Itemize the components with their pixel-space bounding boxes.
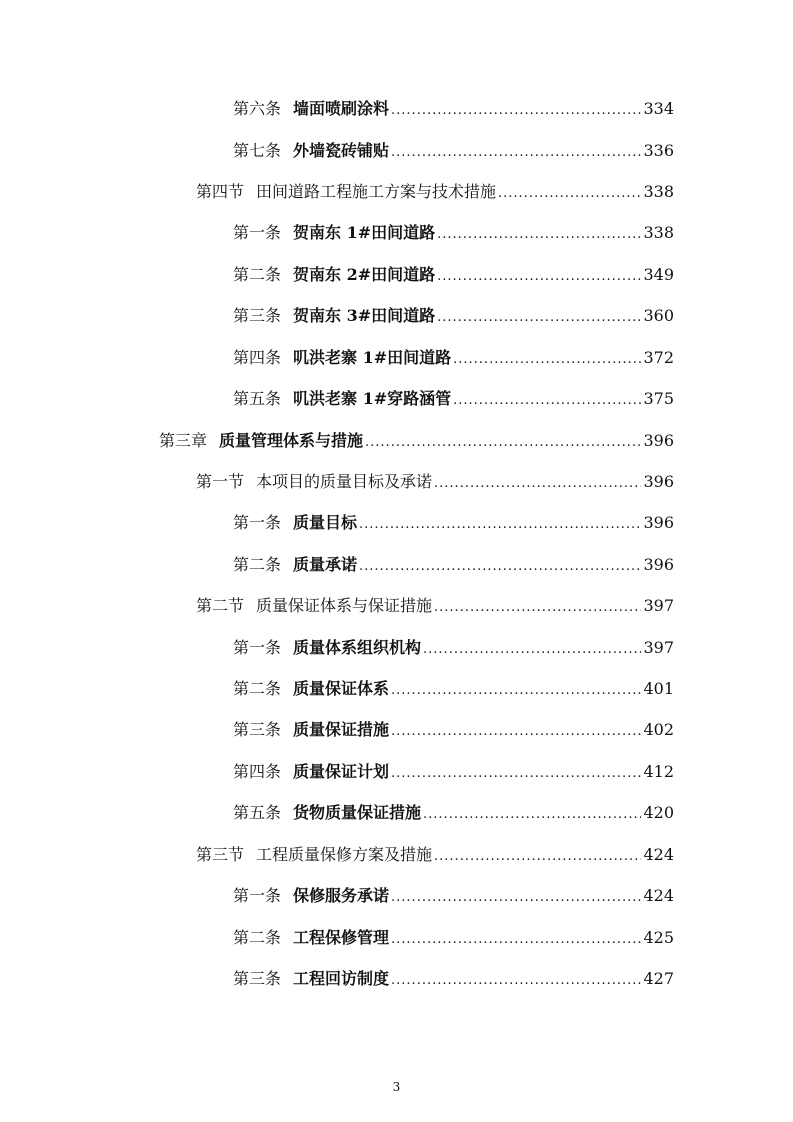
toc-leader-dots	[391, 679, 641, 703]
toc-entry-title: 质量目标	[293, 513, 358, 532]
toc-entry[interactable]	[233, 677, 674, 701]
toc-leader-dots	[423, 638, 641, 662]
toc-entry[interactable]	[159, 429, 674, 453]
toc-entry-title: 本项目的质量目标及承诺	[256, 472, 433, 491]
toc-entry-title: 质量体系组织机构	[293, 638, 422, 657]
toc-entry[interactable]	[233, 636, 674, 660]
toc-entry-number: 第三节	[196, 845, 245, 864]
toc-leader-dots	[391, 141, 641, 165]
toc-entry-number: 第五条	[233, 803, 282, 822]
toc-entry-page: 401	[643, 679, 674, 698]
page-number: 3	[392, 1080, 401, 1094]
toc-leader-dots	[359, 513, 641, 537]
toc-entry-page: 360	[643, 306, 674, 325]
toc-entry-page: 338	[643, 182, 674, 201]
toc-entry[interactable]	[233, 967, 674, 991]
toc-entry-number: 第六条	[233, 99, 282, 118]
toc-entry-number: 第二节	[196, 596, 245, 615]
toc-entry-title: 质量保证体系与保证措施	[256, 596, 433, 615]
toc-entry-page: 372	[643, 348, 674, 367]
toc-entry-title: 墙面喷刷涂料	[293, 99, 390, 118]
toc-entry[interactable]	[233, 97, 674, 121]
toc-leader-dots	[391, 928, 641, 952]
toc-entry-title: 工程回访制度	[293, 969, 390, 988]
toc-entry-title: 工程质量保修方案及措施	[256, 845, 433, 864]
toc-entry[interactable]	[196, 470, 674, 494]
toc-entry[interactable]	[233, 304, 674, 328]
toc-entry-number: 第四节	[196, 182, 245, 201]
toc-entry-number: 第五条	[233, 389, 282, 408]
toc-entry-page: 425	[643, 928, 674, 947]
toc-entry-number: 第七条	[233, 141, 282, 160]
toc-entry-title: 质量管理体系与措施	[219, 431, 364, 450]
toc-entry-page: 334	[643, 99, 674, 118]
toc-leader-dots	[391, 969, 641, 993]
toc-entry-page: 396	[643, 431, 674, 450]
toc-entry[interactable]	[233, 346, 674, 370]
toc-leader-dots	[498, 182, 641, 206]
toc-entry-number: 第二条	[233, 555, 282, 574]
toc-entry[interactable]	[233, 760, 674, 784]
toc-entry[interactable]	[196, 843, 674, 867]
toc-entry-title: 贺南东 1#田间道路	[293, 223, 436, 242]
toc-leader-dots	[437, 265, 641, 289]
toc-leader-dots	[391, 99, 641, 123]
toc-entry-page: 375	[643, 389, 674, 408]
toc-entry-page: 427	[643, 969, 674, 988]
toc-entry[interactable]	[233, 263, 674, 287]
toc-leader-dots	[365, 431, 641, 455]
toc-entry-page: 397	[643, 596, 674, 615]
toc-entry[interactable]	[233, 221, 674, 245]
toc-leader-dots	[391, 720, 641, 744]
toc-entry-title: 工程保修管理	[293, 928, 390, 947]
toc-entry-title: 叽洪老寨 1#穿路涵管	[293, 389, 452, 408]
toc-leader-dots	[359, 555, 641, 579]
toc-leader-dots	[434, 845, 641, 869]
toc-leader-dots	[391, 886, 641, 910]
toc-entry-title: 货物质量保证措施	[293, 803, 422, 822]
toc-entry-title: 贺南东 3#田间道路	[293, 306, 436, 325]
toc-entry-number: 第一条	[233, 886, 282, 905]
toc-entry-number: 第四条	[233, 348, 282, 367]
toc-entry-page: 396	[643, 472, 674, 491]
toc-entry[interactable]	[233, 718, 674, 742]
toc-entry[interactable]	[233, 801, 674, 825]
toc-entry-page: 424	[643, 886, 674, 905]
toc-entry-number: 第一条	[233, 513, 282, 532]
toc-entry[interactable]	[196, 180, 674, 204]
toc-leader-dots	[437, 223, 641, 247]
toc-entry[interactable]	[233, 926, 674, 950]
toc-entry[interactable]	[233, 139, 674, 163]
toc-entry-page: 349	[643, 265, 674, 284]
toc-entry-number: 第一节	[196, 472, 245, 491]
toc-entry-number: 第二条	[233, 928, 282, 947]
toc-entry-page: 412	[643, 762, 674, 781]
toc-entry-number: 第三条	[233, 306, 282, 325]
toc-leader-dots	[434, 472, 641, 496]
toc-entry-number: 第二条	[233, 265, 282, 284]
toc-entry[interactable]	[233, 511, 674, 535]
toc-entry-page: 338	[643, 223, 674, 242]
toc-leader-dots	[391, 762, 641, 786]
toc-entry-number: 第一条	[233, 638, 282, 657]
toc-entry[interactable]	[196, 594, 674, 618]
toc-leader-dots	[437, 306, 641, 330]
toc-entry-page: 336	[643, 141, 674, 160]
toc-entry-number: 第二条	[233, 679, 282, 698]
toc-entry-title: 质量保证措施	[293, 720, 390, 739]
toc-leader-dots	[453, 348, 641, 372]
toc-entry-number: 第四条	[233, 762, 282, 781]
toc-entry-title: 质量保证体系	[293, 679, 390, 698]
toc-entry-number: 第三章	[159, 431, 208, 450]
toc-entry-number: 第一条	[233, 223, 282, 242]
toc-entry-page: 402	[643, 720, 674, 739]
toc-leader-dots	[453, 389, 641, 413]
toc-entry-title: 田间道路工程施工方案与技术措施	[256, 182, 497, 201]
toc-entry-page: 424	[643, 845, 674, 864]
toc-entry-number: 第三条	[233, 720, 282, 739]
toc-entry[interactable]	[233, 884, 674, 908]
toc-entry-title: 贺南东 2#田间道路	[293, 265, 436, 284]
toc-leader-dots	[423, 803, 641, 827]
toc-entry[interactable]	[233, 387, 674, 411]
toc-entry-number: 第三条	[233, 969, 282, 988]
toc-entry-title: 外墙瓷砖铺贴	[293, 141, 390, 160]
toc-entry-page: 396	[643, 555, 674, 574]
toc-entry[interactable]	[233, 553, 674, 577]
toc-entry-page: 396	[643, 513, 674, 532]
toc-entry-title: 质量保证计划	[293, 762, 390, 781]
toc-leader-dots	[434, 596, 641, 620]
toc-entry-title: 质量承诺	[293, 555, 358, 574]
toc-entry-title: 叽洪老寨 1#田间道路	[293, 348, 452, 367]
toc-entry-title: 保修服务承诺	[293, 886, 390, 905]
toc-entry-page: 420	[643, 803, 674, 822]
toc-entry-page: 397	[643, 638, 674, 657]
